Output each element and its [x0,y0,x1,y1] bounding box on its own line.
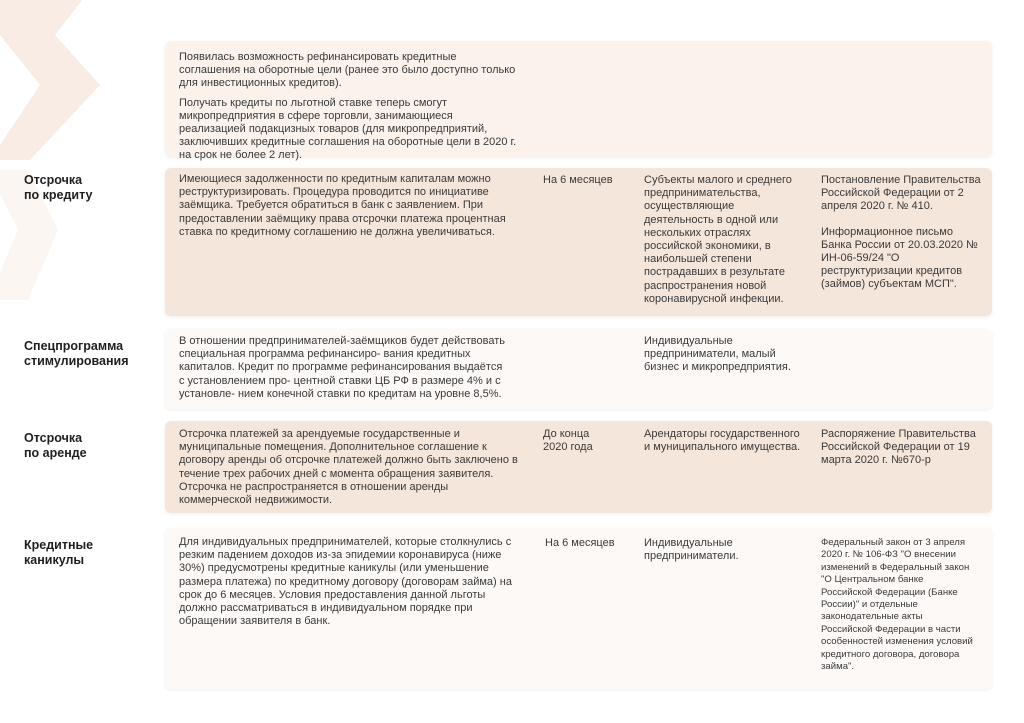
description-paragraph: Появилась возможность рефинансировать кредитные соглашения на оборотные цели (ранее это было доступно только для инвестиционных кредитов). [179,51,516,90]
table-row [165,41,992,162]
description-paragraph: Получать кредиты по льготной ставке теперь смогут микропредприятия в сфере торговли, занимающиеся реализацией подакцизных товаров (для микропредприятий, заключивших кредитные соглашения на оборотные цели в 2020 г. на срок не более 2 лет). [179,96,517,162]
row-label: Отсрочка по кредиту [24,173,93,202]
legal-basis-item: Федеральный закон от 3 апреля 2020 г. № 106-ФЗ "О внесении изменений в Федеральный закон "О Центральном банке Российской Федерации (Банке России)" и отдельные законодательные акты Российской Федерации в части особенностей изменения условий кредитного договора, договора займа". [821,537,973,673]
decorative-chevron-graphic [0,0,120,160]
row-label: Спецпрограмма стимулирования [24,339,129,368]
row-legal-basis [821,174,981,298]
table-row [165,168,992,316]
row-recipients: Субъекты малого и среднего предпринимательства, осуществляющие деятельность в одной или нескольких отраслях российской экономики, в наибольшей степени пострадавших в результате распространения новой коронавирусной инфекции. [644,174,792,305]
description-paragraph: В отношении предпринимателей-заёмщиков будет действовать специальная программа рефинансиро- вания кредитных капиталов. Кредит по программе рефинансирования выдаётся с установлением про- центной ставки ЦБ РФ в размере 4% и с установле- нием конечной ставки по кредитам на уровне 8,5%. [179,335,505,400]
table-row [165,329,992,409]
row-description [179,536,524,634]
row-term: На 6 месяцев [543,174,613,186]
row-description [179,335,509,407]
table-row [165,421,992,513]
description-paragraph: Имеющиеся задолженности по кредитным капиталам можно реструктуризировать. Процедура проводится по инициативе заёмщика. Требуется обратиться в банк с заявлением. При предоставлении заёмщику права отсрочки платежа процентная ставка по кредитному соглашению не должна увеличиваться. [179,173,506,238]
legal-basis-item: Распоряжение Правительства Российской Федерации от 19 марта 2020 г. №670-р [821,428,976,467]
row-description [179,428,519,513]
row-term: На 6 месяцев [545,537,615,549]
row-legal-basis [821,428,986,474]
row-description [179,173,519,245]
row-recipients: Индивидуальные предприниматели. [644,537,739,563]
description-paragraph: Отсрочка платежей за арендуемые государственные и муниципальные помещения. Дополнительное соглашение к договору аренды об отсрочке платежей должно быть заключено в течение трех рабочих дней с момента обращения заявителя. [179,428,518,480]
row-description [179,51,519,169]
row-recipients: Индивидуальные предприниматели, малый бизнес и микропредприятия. [644,335,791,374]
row-recipients: Арендаторы государственного и муниципального имущества. [644,428,801,454]
legal-basis-item: Информационное письмо Банка России от 20.03.2020 № ИН-06-59/24 "О реструктуризации кредитов (займов) субъектам МСП". [821,225,978,291]
row-label: Кредитные каникулы [24,538,94,567]
description-paragraph: Отсрочка не распространяется в отношении аренды коммерческой недвижимости. [179,480,449,507]
legal-basis-item: Постановление Правительства Российской Федерации от 2 апреля 2020 г. № 410. [821,174,981,213]
row-term: До конца 2020 года [543,428,593,454]
row-legal-basis [821,537,976,679]
description-paragraph: Для индивидуальных предпринимателей, которые столкнулись с резким падением доходов из-за эпидемии коронавируса (ниже 30%) предусмотрены кредитные каникулы (или уменьшение размера платежа) по кредитному договору (договорам займа) на срок до 6 месяцев. Условия предоставления данной льготы должно рассматриваться в индивидуальном порядке при обращении заявителя в банк. [179,536,512,628]
row-label: Отсрочка по аренде [24,431,87,460]
table-row [165,528,992,689]
